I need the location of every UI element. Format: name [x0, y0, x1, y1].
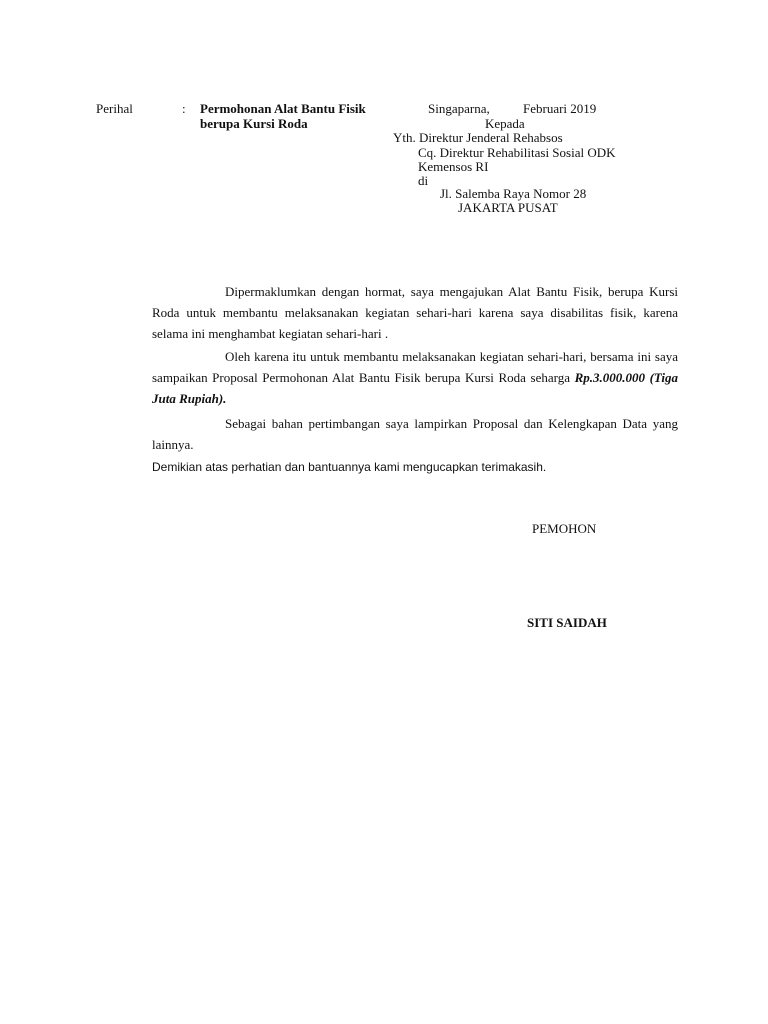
recipient-line-2: Cq. Direktur Rehabilitasi Sosial ODK [418, 145, 616, 160]
recipient-line-5: Jl. Salemba Raya Nomor 28 [440, 186, 587, 201]
subject-line-2: berupa Kursi Roda [200, 116, 308, 131]
perihal-label: Perihal [96, 101, 133, 116]
body-paragraph-3: Sebagai bahan pertimbangan saya lampirkan Proposal dan Kelengkapan Data yang lainnya. [152, 416, 678, 452]
letter-date: Februari 2019 [523, 101, 597, 116]
recipient-line-3: Kemensos RI [418, 159, 489, 174]
letter-city: Singaparna, [428, 101, 490, 116]
requested-amount: Rp.3.000.000 (Tiga Juta Rupiah). [152, 370, 678, 406]
signature-name: SITI SAIDAH [527, 615, 607, 630]
perihal-colon: : [182, 101, 186, 116]
body-paragraph-2 [152, 346, 678, 409]
recipient-kepada: Kepada [485, 116, 525, 131]
body-paragraph-2-text: Oleh karena itu untuk membantu melaksanakan kegiatan sehari-hari, bersama ini saya sampaikan Proposal Permohonan Alat Bantu Fisik berupa Kursi Roda seharga [152, 349, 678, 385]
recipient-line-1: Yth. Direktur Jenderal Rehabsos [393, 130, 563, 145]
body-paragraph-1: Dipermaklumkan dengan hormat, saya mengajukan Alat Bantu Fisik, berupa Kursi Roda untuk membantu melaksanakan kegiatan sehari-hari karena saya disabilitas fisik, karena selama ini menghambat kegiatan sehari-hari . [152, 284, 678, 341]
signature-role: PEMOHON [532, 521, 597, 536]
closing-paragraph: Demikian atas perhatian dan bantuannya kami mengucapkan terimakasih. [152, 460, 547, 474]
recipient-line-4: di [418, 173, 429, 188]
subject-line-1: Permohonan Alat Bantu Fisik [200, 101, 366, 116]
recipient-line-6: JAKARTA PUSAT [458, 200, 558, 215]
